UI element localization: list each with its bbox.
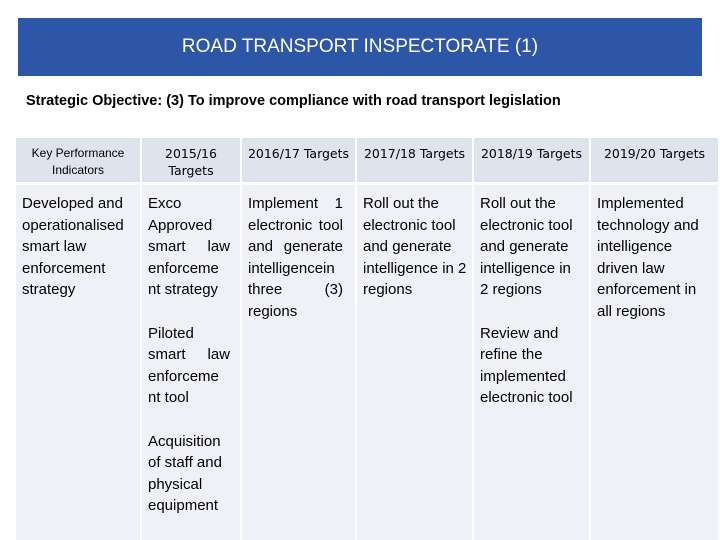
header-2015-16: 2015/16 Targets	[142, 138, 242, 182]
slide-title-banner	[18, 18, 702, 76]
strategic-objective: Strategic Objective: (3) To improve compliance with road transport legislation	[26, 93, 561, 109]
target-2018-19-item-1: Roll out the electronic tool and generate intelligence in 2 regions	[480, 195, 573, 299]
cell-2017-18	[357, 182, 474, 540]
kpi-text: Developed and operationalised smart law enforcement strategy	[22, 195, 124, 299]
cell-2019-20	[591, 182, 718, 540]
target-2015-16-item-2: Piloted smart law enforceme nt tool	[148, 324, 230, 407]
cell-kpi	[16, 182, 142, 540]
targets-table	[16, 138, 718, 540]
header-2019-20: 2019/20 Targets	[591, 138, 718, 182]
target-2016-17-item-1: Implement 1 electronic tool and generate intelligencein three (3) regions	[248, 195, 343, 320]
target-2015-16-item-3: Acquisition of staff and physical equipment	[148, 432, 222, 515]
cell-2018-19	[474, 182, 591, 540]
target-2019-20-item-1: Implemented technology and intelligence driven law enforcement in all regions	[597, 195, 699, 320]
cell-2015-16	[142, 182, 242, 540]
cell-2016-17	[242, 182, 357, 540]
target-2018-19-item-2: Review and refine the implemented electronic tool	[480, 324, 573, 407]
header-2018-19: 2018/19 Targets	[474, 138, 591, 182]
slide-title: ROAD TRANSPORT INSPECTORATE (1)	[181, 36, 539, 57]
target-2017-18-item-1: Roll out the electronic tool and generate intelligence in 2 regions	[363, 195, 467, 299]
header-2017-18: 2017/18 Targets	[357, 138, 474, 182]
header-kpi: Key Performance Indicators	[16, 138, 142, 182]
target-2015-16-item-1: Exco Approved smart law enforceme nt strategy	[148, 195, 230, 299]
header-2016-17: 2016/17 Targets	[242, 138, 357, 182]
